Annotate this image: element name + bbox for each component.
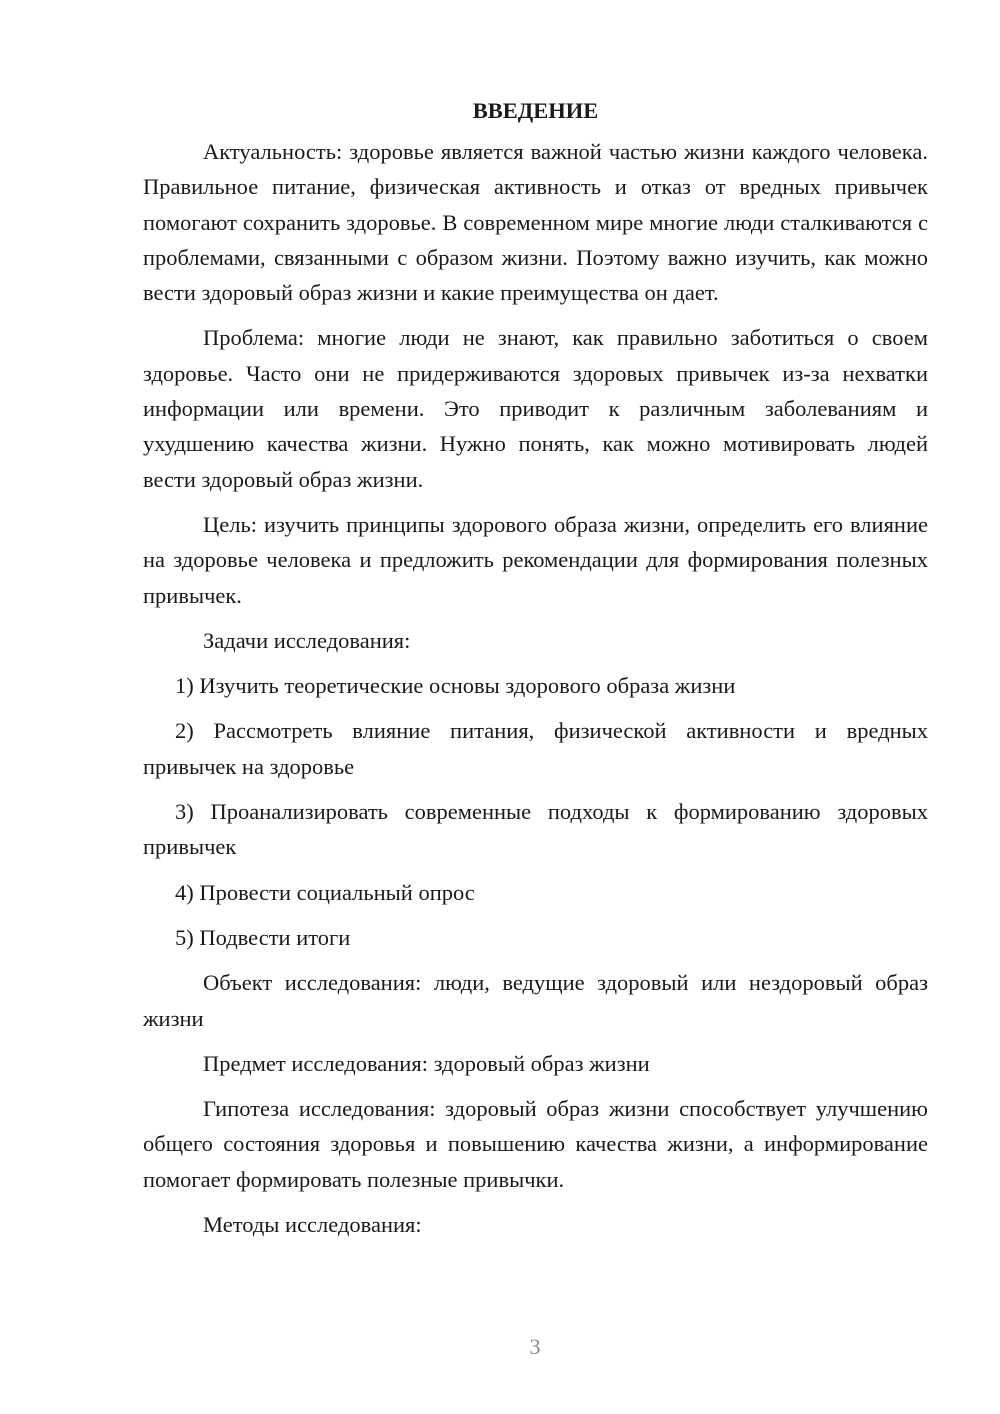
paragraph-object: Объект исследования: люди, ведущие здоровый или нездоровый образ жизни	[143, 970, 928, 1031]
task-item: 3) Проанализировать современные подходы к формированию здоровых привычек	[143, 799, 928, 860]
section-title: ВВЕДЕНИЕ	[472, 98, 599, 123]
paragraph-relevance: Актуальность: здоровье является важной частью жизни каждого человека. Правильное питание, физическая активность и отказ от вредных привычек помогают сохранить здоровье. В современном мире многие люди сталкиваются с проблемами, связанными с образом жизни. Поэтому важно изучить, как можно вести здоровый образ жизни и какие преимущества он дает.	[143, 139, 928, 306]
paragraph-goal: Цель: изучить принципы здорового образа жизни, определить его влияние на здоровье человека и предложить рекомендации для формирования полезных привычек.	[143, 511, 928, 608]
task-item: 5) Подвести итоги	[175, 924, 351, 950]
task-item: 2) Рассмотреть влияние питания, физической активности и вредных привычек на здоровье	[143, 718, 928, 779]
tasks-heading: Задачи исследования:	[203, 627, 411, 653]
paragraph-subject: Предмет исследования: здоровый образ жизни	[203, 1050, 650, 1076]
paragraph-hypothesis: Гипотеза исследования: здоровый образ жизни способствует улучшению общего состояния здоровья и повышению качества жизни, а информирование помогает формировать полезные привычки.	[143, 1096, 928, 1192]
paragraph-problem: Проблема: многие люди не знают, как правильно заботиться о своем здоровье. Часто они не придерживаются здоровых привычек из-за нехватки информации или времени. Это приводит к различным заболеваниям и ухудшению качества жизни. Нужно понять, как можно мотивировать людей вести здоровый образ жизни.	[143, 325, 928, 492]
task-item: 4) Провести социальный опрос	[175, 879, 475, 905]
page-content	[143, 93, 928, 1252]
methods-heading: Методы исследования:	[203, 1212, 422, 1238]
task-item: 1) Изучить теоретические основы здорового образа жизни	[175, 673, 736, 699]
page-number: 3	[529, 1334, 541, 1359]
